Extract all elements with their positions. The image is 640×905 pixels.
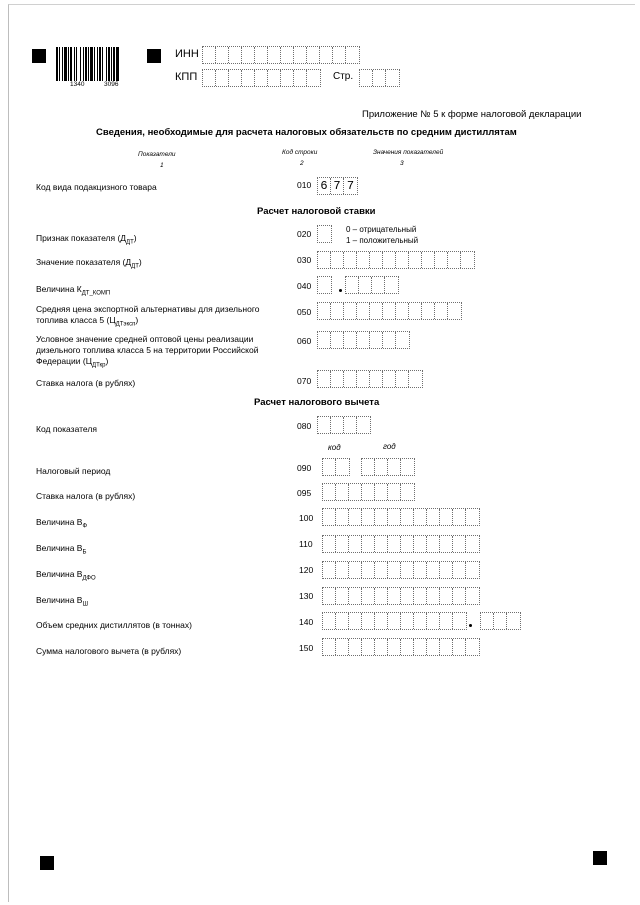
row-050-field[interactable] xyxy=(317,302,462,320)
barcode-bar xyxy=(85,47,87,81)
section-deduction: Расчет налогового вычета xyxy=(254,397,380,408)
page-border xyxy=(8,4,635,902)
row-050-label-text: топлива класса 5 (Ц xyxy=(36,315,116,325)
row-050-code: 050 xyxy=(297,307,312,317)
row-020-label-text: Признак показателя (Д xyxy=(36,233,127,243)
row-090-code: 090 xyxy=(297,463,312,473)
col-indicators-num: 1 xyxy=(160,162,164,169)
barcode-bar xyxy=(83,47,84,81)
row-070-field[interactable] xyxy=(317,370,423,388)
barcode-bar xyxy=(70,47,72,81)
row-140-label: Объем средних дистиллятов (в тоннах) xyxy=(36,620,192,630)
barcode-bar xyxy=(76,47,77,81)
row-060-code: 060 xyxy=(297,336,312,346)
row-100-code: 100 xyxy=(299,513,314,523)
row-110-sub: Б xyxy=(82,549,87,556)
row-020-tail: ) xyxy=(133,233,137,243)
row-050-line1: Средняя цена экспортной альтернативы для дизельного xyxy=(36,304,260,314)
row-030-code: 030 xyxy=(297,255,312,265)
row-110-label xyxy=(36,543,86,559)
row-040-field-frac[interactable] xyxy=(345,276,399,294)
row-060-line2: дизельного топлива класса 5 на территории Российской xyxy=(36,345,259,355)
row-150-field[interactable] xyxy=(322,638,480,656)
row-030-sub: ДТ xyxy=(131,263,139,270)
barcode-bar xyxy=(102,47,103,81)
row-010-digit-1: 6 xyxy=(318,178,331,194)
barcode-bar xyxy=(113,47,115,81)
barcode-bar xyxy=(116,47,119,81)
row-080-field[interactable] xyxy=(317,416,371,434)
row-100-label xyxy=(36,517,87,533)
row-110-label-text: Величина В xyxy=(36,543,83,553)
col-values: Значения показателей xyxy=(373,149,444,156)
row-040-label-text: Величина К xyxy=(36,284,82,294)
row-060-label-text: Федерации (Ц xyxy=(36,356,92,366)
row-040-decimal-point xyxy=(339,289,342,292)
barcode-bar xyxy=(80,47,81,81)
corner-marker-top-mid xyxy=(147,49,161,63)
row-095-label: Ставка налога (в рублях) xyxy=(36,491,136,501)
barcode-bar xyxy=(97,47,98,81)
row-020-option-1: 1 – положительный xyxy=(346,236,419,245)
corner-marker-bottom-right xyxy=(593,851,607,865)
row-050-sub: ДТэксп xyxy=(115,321,136,328)
barcode-number-right: 3096 xyxy=(104,81,119,88)
row-130-label-text: Величина В xyxy=(36,595,83,605)
row-050-line2 xyxy=(36,315,138,331)
row-090-label: Налоговый период xyxy=(36,466,111,476)
row-030-field[interactable] xyxy=(317,251,475,269)
row-060-line1: Условное значение средней оптовой цены реализации xyxy=(36,334,254,344)
col-line-code-num: 2 xyxy=(300,160,304,167)
row-080-label: Код показателя xyxy=(36,424,97,434)
row-050-tail: ) xyxy=(135,315,139,325)
row-120-field[interactable] xyxy=(322,561,480,579)
corner-marker-top-left xyxy=(32,49,46,63)
row-090-period-code-field[interactable] xyxy=(322,458,350,476)
form-title: Сведения, необходимые для расчета налоговых обязательств по средним дистиллятам xyxy=(96,127,517,138)
row-100-field[interactable] xyxy=(322,508,480,526)
barcode-bar xyxy=(68,47,69,81)
row-030-label xyxy=(36,257,142,273)
row-060-field[interactable] xyxy=(317,331,410,349)
barcode-bar xyxy=(99,47,101,81)
barcode-bar xyxy=(90,47,93,81)
row-020-code: 020 xyxy=(297,229,312,239)
row-140-field-frac[interactable] xyxy=(480,612,521,630)
col-values-num: 3 xyxy=(400,160,404,167)
barcode-bar xyxy=(88,47,89,81)
row-120-label-text: Величина В xyxy=(36,569,83,579)
barcode-bar xyxy=(59,47,60,81)
row-010-digit-3: 7 xyxy=(346,179,355,193)
barcode-number-left: 1340 xyxy=(70,81,85,88)
corner-marker-bottom-left xyxy=(40,856,54,870)
period-year-header: год xyxy=(383,442,396,451)
row-070-label: Ставка налога (в рублях) xyxy=(36,378,136,388)
section-tax-rate: Расчет налоговой ставки xyxy=(257,206,376,217)
row-120-sub: ДФО xyxy=(82,575,96,582)
row-040-sub: ДТ_КОМП xyxy=(81,290,111,297)
barcode-bar xyxy=(111,47,112,81)
row-130-field[interactable] xyxy=(322,587,480,605)
barcode-bar xyxy=(64,47,67,81)
row-120-label xyxy=(36,569,96,585)
row-080-code: 080 xyxy=(297,421,312,431)
row-060-tail: ) xyxy=(105,356,109,366)
kpp-label: КПП xyxy=(175,71,198,83)
barcode-bar xyxy=(74,47,75,81)
page-label: Стр. xyxy=(333,71,354,82)
row-110-code: 110 xyxy=(299,539,313,549)
row-120-code: 120 xyxy=(299,565,314,575)
row-020-sub: ДТ xyxy=(126,239,134,246)
row-100-sub: Ф xyxy=(82,523,88,530)
row-020-field[interactable] xyxy=(317,225,332,243)
row-090-year-field[interactable] xyxy=(361,458,415,476)
barcode-bar xyxy=(106,47,107,81)
barcode xyxy=(56,47,140,81)
col-indicators: Показатели xyxy=(138,151,176,158)
inn-field[interactable] xyxy=(202,46,360,64)
row-130-label xyxy=(36,595,88,611)
row-010-field[interactable] xyxy=(317,177,358,195)
row-060-sub: ДТкр xyxy=(92,362,106,369)
barcode-bar xyxy=(62,47,63,81)
row-020-label xyxy=(36,233,137,249)
row-150-label: Сумма налогового вычета (в рублях) xyxy=(36,646,182,656)
row-010-code: 010 xyxy=(297,180,312,190)
inn-label: ИНН xyxy=(175,48,199,60)
row-020-option-0: 0 – отрицательный xyxy=(346,225,417,234)
row-030-label-text: Значение показателя (Д xyxy=(36,257,132,267)
barcode-bar xyxy=(56,47,58,81)
row-040-label xyxy=(36,284,110,300)
row-150-code: 150 xyxy=(299,643,314,653)
row-095-field[interactable] xyxy=(322,483,415,501)
appendix-title: Приложение № 5 к форме налоговой декларации xyxy=(362,109,582,120)
row-040-code: 040 xyxy=(297,281,312,291)
row-140-decimal-point xyxy=(469,624,472,627)
row-010-label: Код вида подакцизного товара xyxy=(36,182,157,192)
row-140-field-int[interactable] xyxy=(322,612,467,630)
page-field[interactable] xyxy=(359,69,400,87)
row-100-label-text: Величина В xyxy=(36,517,83,527)
period-code-header: код xyxy=(328,443,341,452)
row-070-code: 070 xyxy=(297,376,312,386)
row-030-tail: ) xyxy=(138,257,142,267)
barcode-bar xyxy=(108,47,110,81)
row-110-field[interactable] xyxy=(322,535,480,553)
row-010-digit-2: 7 xyxy=(331,178,344,194)
row-140-code: 140 xyxy=(299,617,314,627)
barcode-bar xyxy=(94,47,95,81)
row-130-code: 130 xyxy=(299,591,314,601)
col-line-code: Код строки xyxy=(282,149,318,156)
row-060-line3 xyxy=(36,356,108,372)
row-130-sub: Ш xyxy=(82,601,88,608)
row-095-code: 095 xyxy=(297,488,312,498)
row-040-field-int[interactable] xyxy=(317,276,332,294)
kpp-field[interactable] xyxy=(202,69,321,87)
